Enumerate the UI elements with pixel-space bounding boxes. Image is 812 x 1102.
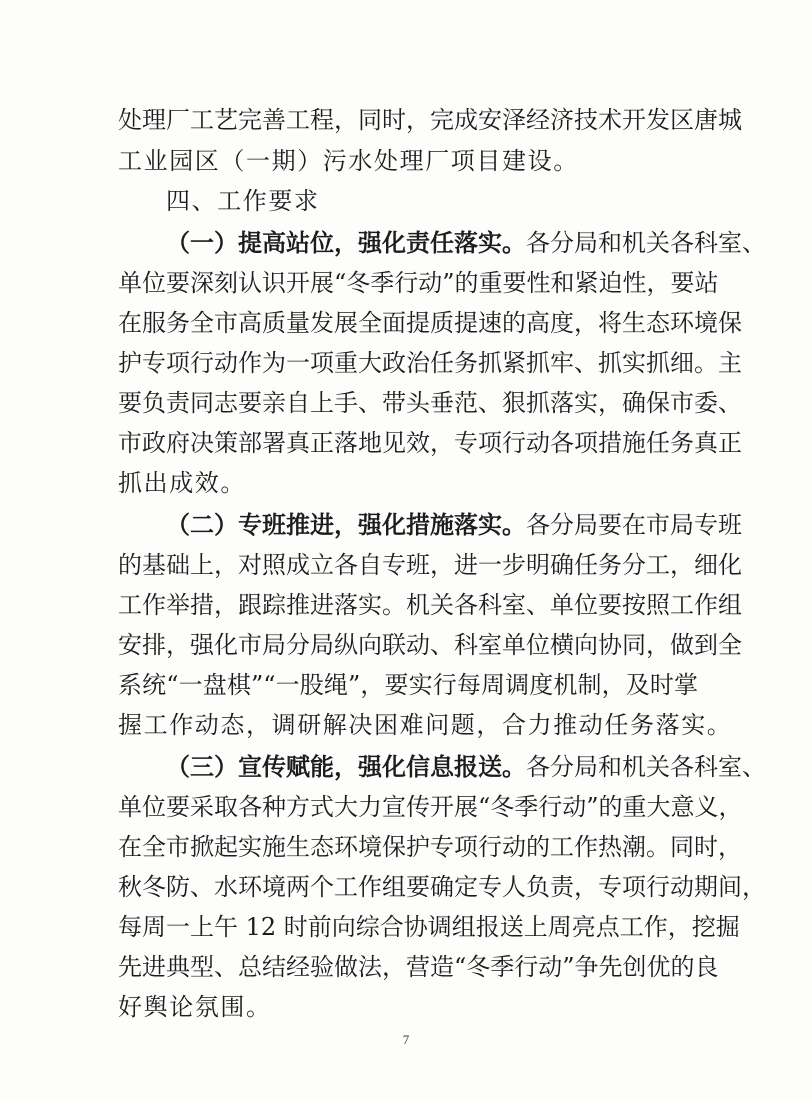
paragraph-lead: （三）宣传赋能，强化信息报送。	[166, 753, 526, 781]
paragraph-first-line	[166, 226, 766, 260]
text-line: 每周一上午 12 时前向综合协调组报送上周亮点工作，挖掘	[118, 913, 740, 941]
text-line: 市政府决策部署真正落地见效，专项行动各项措施任务真正	[118, 429, 742, 457]
page-number: 7	[402, 1032, 410, 1047]
paragraph-lead: （二）专班推进，强化措施落实。	[166, 511, 526, 539]
text-line: 处理厂工艺完善工程，同时，完成安泽经济技术开发区唐城	[118, 106, 742, 134]
text-line: 秋冬防、水环境两个工作组要确定专人负责，专项行动期间，	[118, 873, 766, 901]
paragraph-first-line	[166, 508, 742, 542]
text-line: 单位要采取各种方式大力宣传开展“冬季行动”的重大意义，	[118, 793, 743, 821]
text-line: 的基础上，对照成立各自专班，进一步明确任务分工，细化	[118, 551, 742, 579]
paragraph-text: 各分局和机关各科室、	[526, 229, 766, 257]
paragraph-text: 各分局要在市局专班	[526, 511, 742, 539]
text-line: 在全市掀起实施生态环境保护专项行动的工作热潮。同时，	[118, 833, 742, 861]
text-line: 工作举措，跟踪推进落实。机关各科室、单位要按照工作组	[118, 591, 742, 619]
text-line: 系统“一盘棋”“一股绳”，要实行每周调度机制，及时掌	[118, 671, 698, 699]
text-line: 要负责同志要亲自上手、带头垂范、狠抓落实，确保市委、	[118, 389, 742, 417]
text-line: 先进典型、总结经验做法，营造“冬季行动”争先创优的良	[118, 953, 719, 981]
text-line: 好舆论氛围。	[118, 993, 272, 1021]
text-line: 安排，强化市局分局纵向联动、科室单位横向协同，做到全	[118, 631, 742, 659]
text-line: 抓出成效。	[118, 469, 246, 497]
text-line: 工业园区（一期）污水处理厂项目建设。	[118, 147, 579, 175]
text-line: 握工作动态，调研解决困难问题，合力推动任务落实。	[118, 711, 733, 739]
paragraph-lead: （一）提高站位，强化责任落实。	[166, 229, 526, 257]
section-heading: 四、工作要求	[166, 187, 320, 215]
text-line: 在服务全市高质量发展全面提质提速的高度，将生态环境保	[118, 309, 742, 337]
paragraph-text: 各分局和机关各科室、	[526, 753, 766, 781]
text-line: 护专项行动作为一项重大政治任务抓紧抓牢、抓实抓细。主	[118, 349, 742, 377]
paragraph-first-line	[166, 750, 766, 784]
text-line: 单位要深刻认识开展“冬季行动”的重要性和紧迫性，要站	[118, 269, 719, 297]
